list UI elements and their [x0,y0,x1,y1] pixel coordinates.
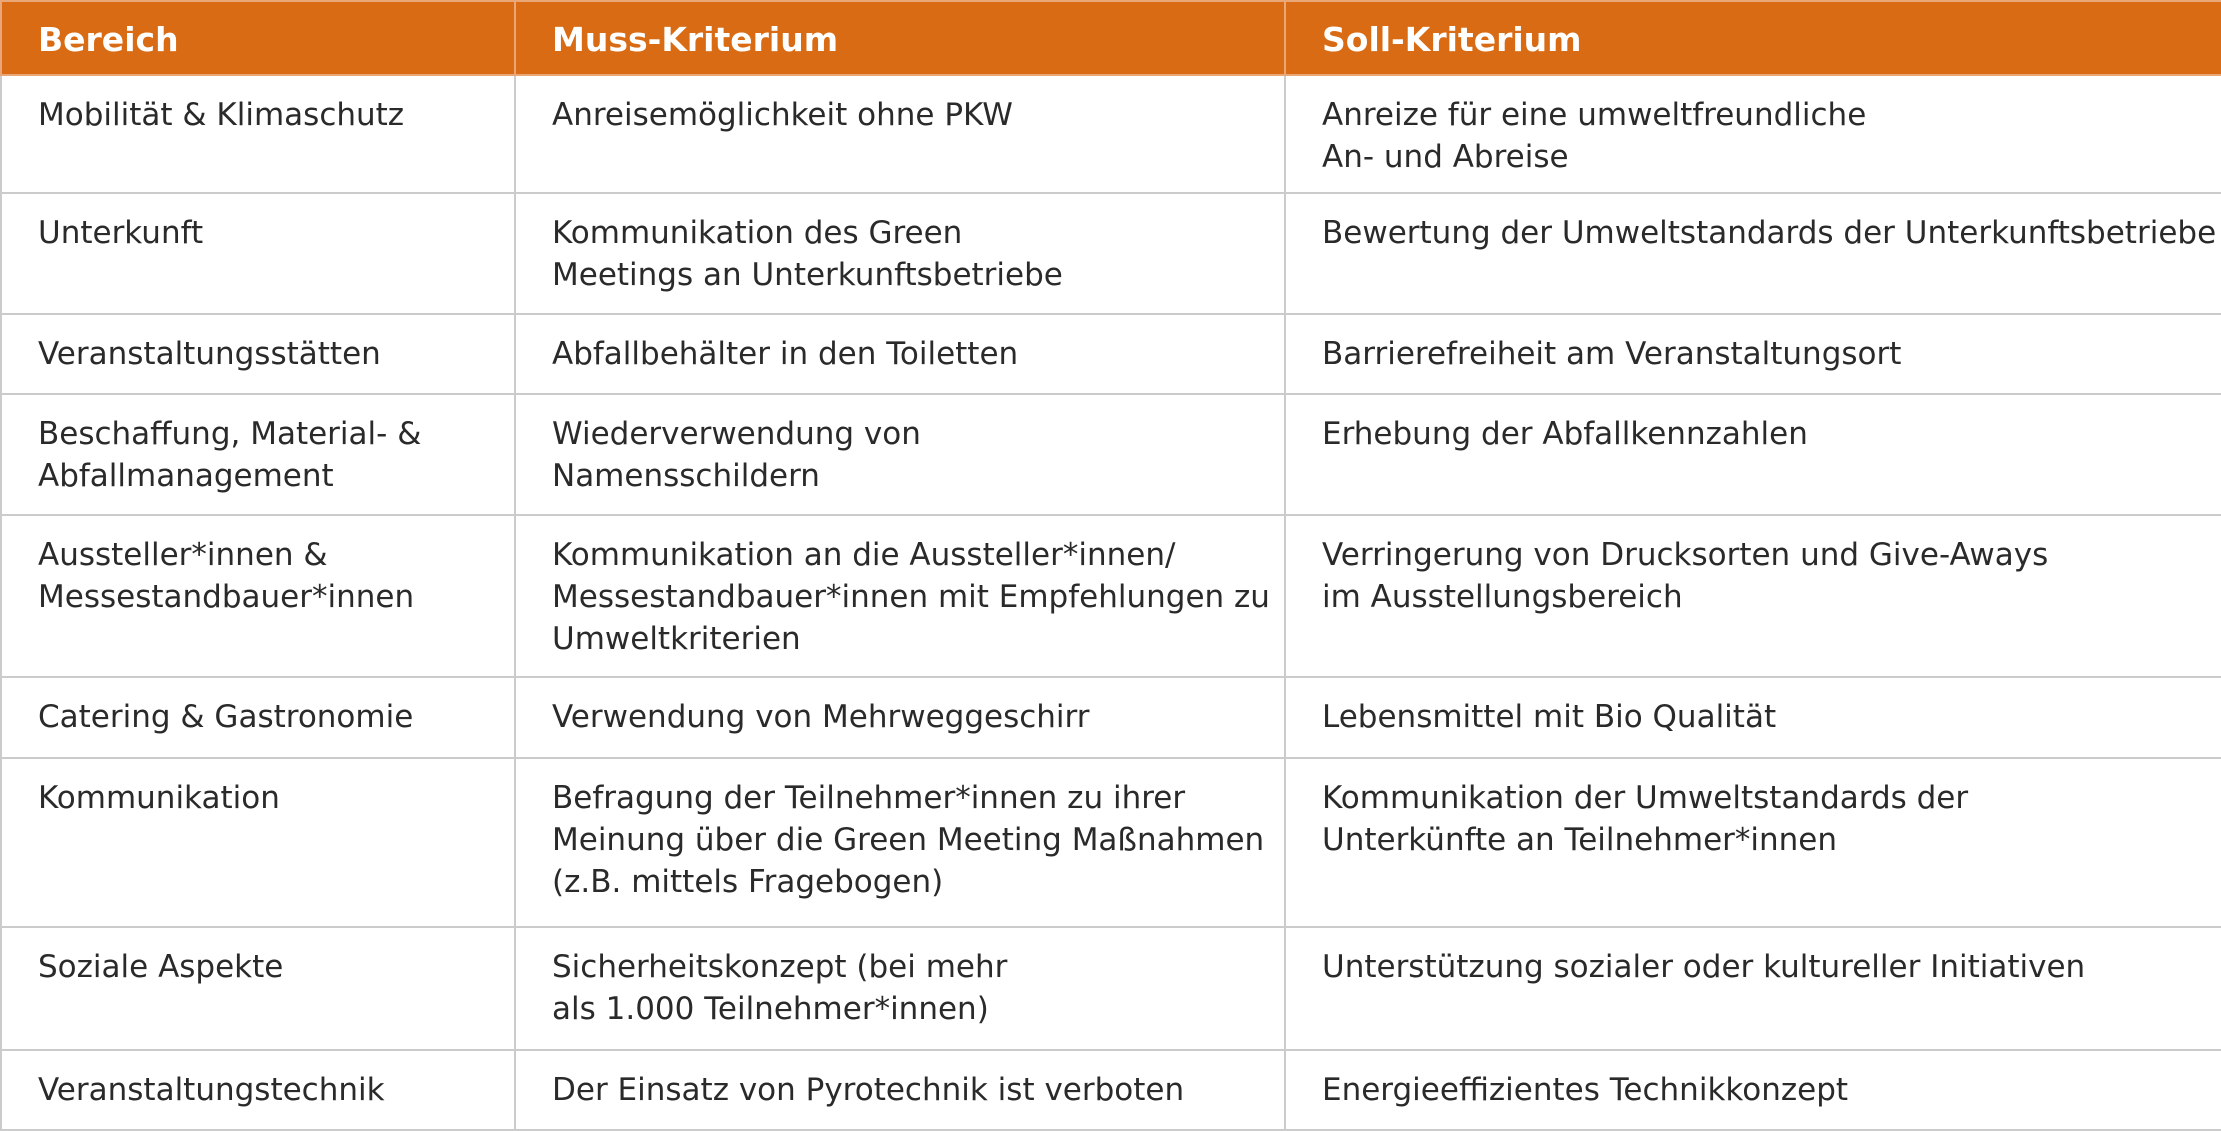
cell-text-line: Lebensmittel mit Bio Qualität [1322,699,1777,735]
table-row [1,758,2221,927]
cell-text-line: Namensschildern [552,458,820,494]
cell-text-line: Veranstaltungstechnik [38,1072,385,1108]
cell-text-line: Kommunikation des Green [552,215,963,251]
header-muss-kriterium: Muss-Kriterium [515,1,1285,75]
cell-muss-kriterium [515,515,1285,677]
cell-text-line: Meinung über die Green Meeting Maßnahmen [552,822,1265,858]
cell-text-line: Der Einsatz von Pyrotechnik ist verboten [552,1072,1185,1108]
cell-soll-kriterium [1285,394,2221,515]
cell-bereich [1,394,515,515]
table-row [1,314,2221,394]
cell-muss-kriterium [515,314,1285,394]
cell-muss-kriterium [515,75,1285,193]
table-body [1,75,2221,1130]
cell-muss-kriterium [515,394,1285,515]
cell-bereich [1,314,515,394]
cell-muss-kriterium [515,193,1285,314]
header-soll-kriterium: Soll-Kriterium [1285,1,2221,75]
cell-bereich [1,1050,515,1130]
cell-text-line: Kommunikation [38,780,280,816]
cell-bereich [1,677,515,758]
table-row [1,193,2221,314]
cell-text-line: Erhebung der Abfallkennzahlen [1322,416,1808,452]
cell-bereich [1,75,515,193]
cell-text-line: Mobilität & Klimaschutz [38,97,405,133]
cell-bereich [1,758,515,927]
table-row [1,515,2221,677]
table-row [1,75,2221,193]
cell-text-line: Energieeffizientes Technikkonzept [1322,1072,1849,1108]
cell-text-line: im Ausstellungsbereich [1322,579,1683,615]
cell-text-line: Anreize für eine umweltfreundliche [1322,97,1867,133]
cell-text-line: Messestandbauer*innen [38,579,415,615]
table-row [1,677,2221,758]
cell-soll-kriterium [1285,193,2221,314]
header-row [1,1,2221,75]
cell-soll-kriterium [1285,758,2221,927]
table-row [1,1050,2221,1130]
cell-text-line: Kommunikation der Umweltstandards der [1322,780,1969,816]
cell-soll-kriterium [1285,1050,2221,1130]
cell-bereich [1,927,515,1050]
cell-text-line: Beschaffung, Material- & [38,416,422,452]
cell-text-line: als 1.000 Teilnehmer*innen) [552,991,989,1027]
cell-text-line: (z.B. mittels Fragebogen) [552,864,944,900]
cell-text-line: Unterkunft [38,215,204,251]
cell-text-line: Veranstaltungsstätten [38,336,381,372]
cell-text-line: An- und Abreise [1322,139,1569,175]
table-row [1,394,2221,515]
cell-soll-kriterium [1285,314,2221,394]
cell-muss-kriterium [515,927,1285,1050]
cell-text-line: Anreisemöglichkeit ohne PKW [552,97,1013,133]
cell-text-line: Verringerung von Drucksorten und Give-Aways [1322,537,2049,573]
cell-text-line: Umweltkriterien [552,621,801,657]
cell-text-line: Barrierefreiheit am Veranstaltungsort [1322,336,1902,372]
table-row [1,927,2221,1050]
cell-text-line: Unterkünfte an Teilnehmer*innen [1322,822,1838,858]
table-header [1,1,2221,75]
cell-text-line: Soziale Aspekte [38,949,284,985]
cell-text-line: Bewertung der Umweltstandards der Unterkunftsbetriebe [1322,215,2217,251]
cell-soll-kriterium [1285,677,2221,758]
cell-text-line: Kommunikation an die Aussteller*innen/ [552,537,1176,573]
cell-text-line: Verwendung von Mehrweggeschirr [552,699,1090,735]
cell-muss-kriterium [515,758,1285,927]
cell-soll-kriterium [1285,515,2221,677]
cell-text-line: Meetings an Unterkunftsbetriebe [552,257,1063,293]
header-bereich: Bereich [1,1,515,75]
cell-muss-kriterium [515,677,1285,758]
cell-text-line: Wiederverwendung von [552,416,921,452]
cell-text-line: Sicherheitskonzept (bei mehr [552,949,1008,985]
cell-text-line: Befragung der Teilnehmer*innen zu ihrer [552,780,1186,816]
cell-text-line: Messestandbauer*innen mit Empfehlungen zu [552,579,1270,615]
cell-text-line: Unterstützung sozialer oder kultureller Initiativen [1322,949,2086,985]
cell-bereich [1,515,515,677]
cell-text-line: Abfallmanagement [38,458,334,494]
cell-text-line: Catering & Gastronomie [38,699,414,735]
cell-soll-kriterium [1285,927,2221,1050]
cell-text-line: Aussteller*innen & [38,537,328,573]
cell-soll-kriterium [1285,75,2221,193]
cell-text-line: Abfallbehälter in den Toiletten [552,336,1019,372]
cell-muss-kriterium [515,1050,1285,1130]
cell-bereich [1,193,515,314]
